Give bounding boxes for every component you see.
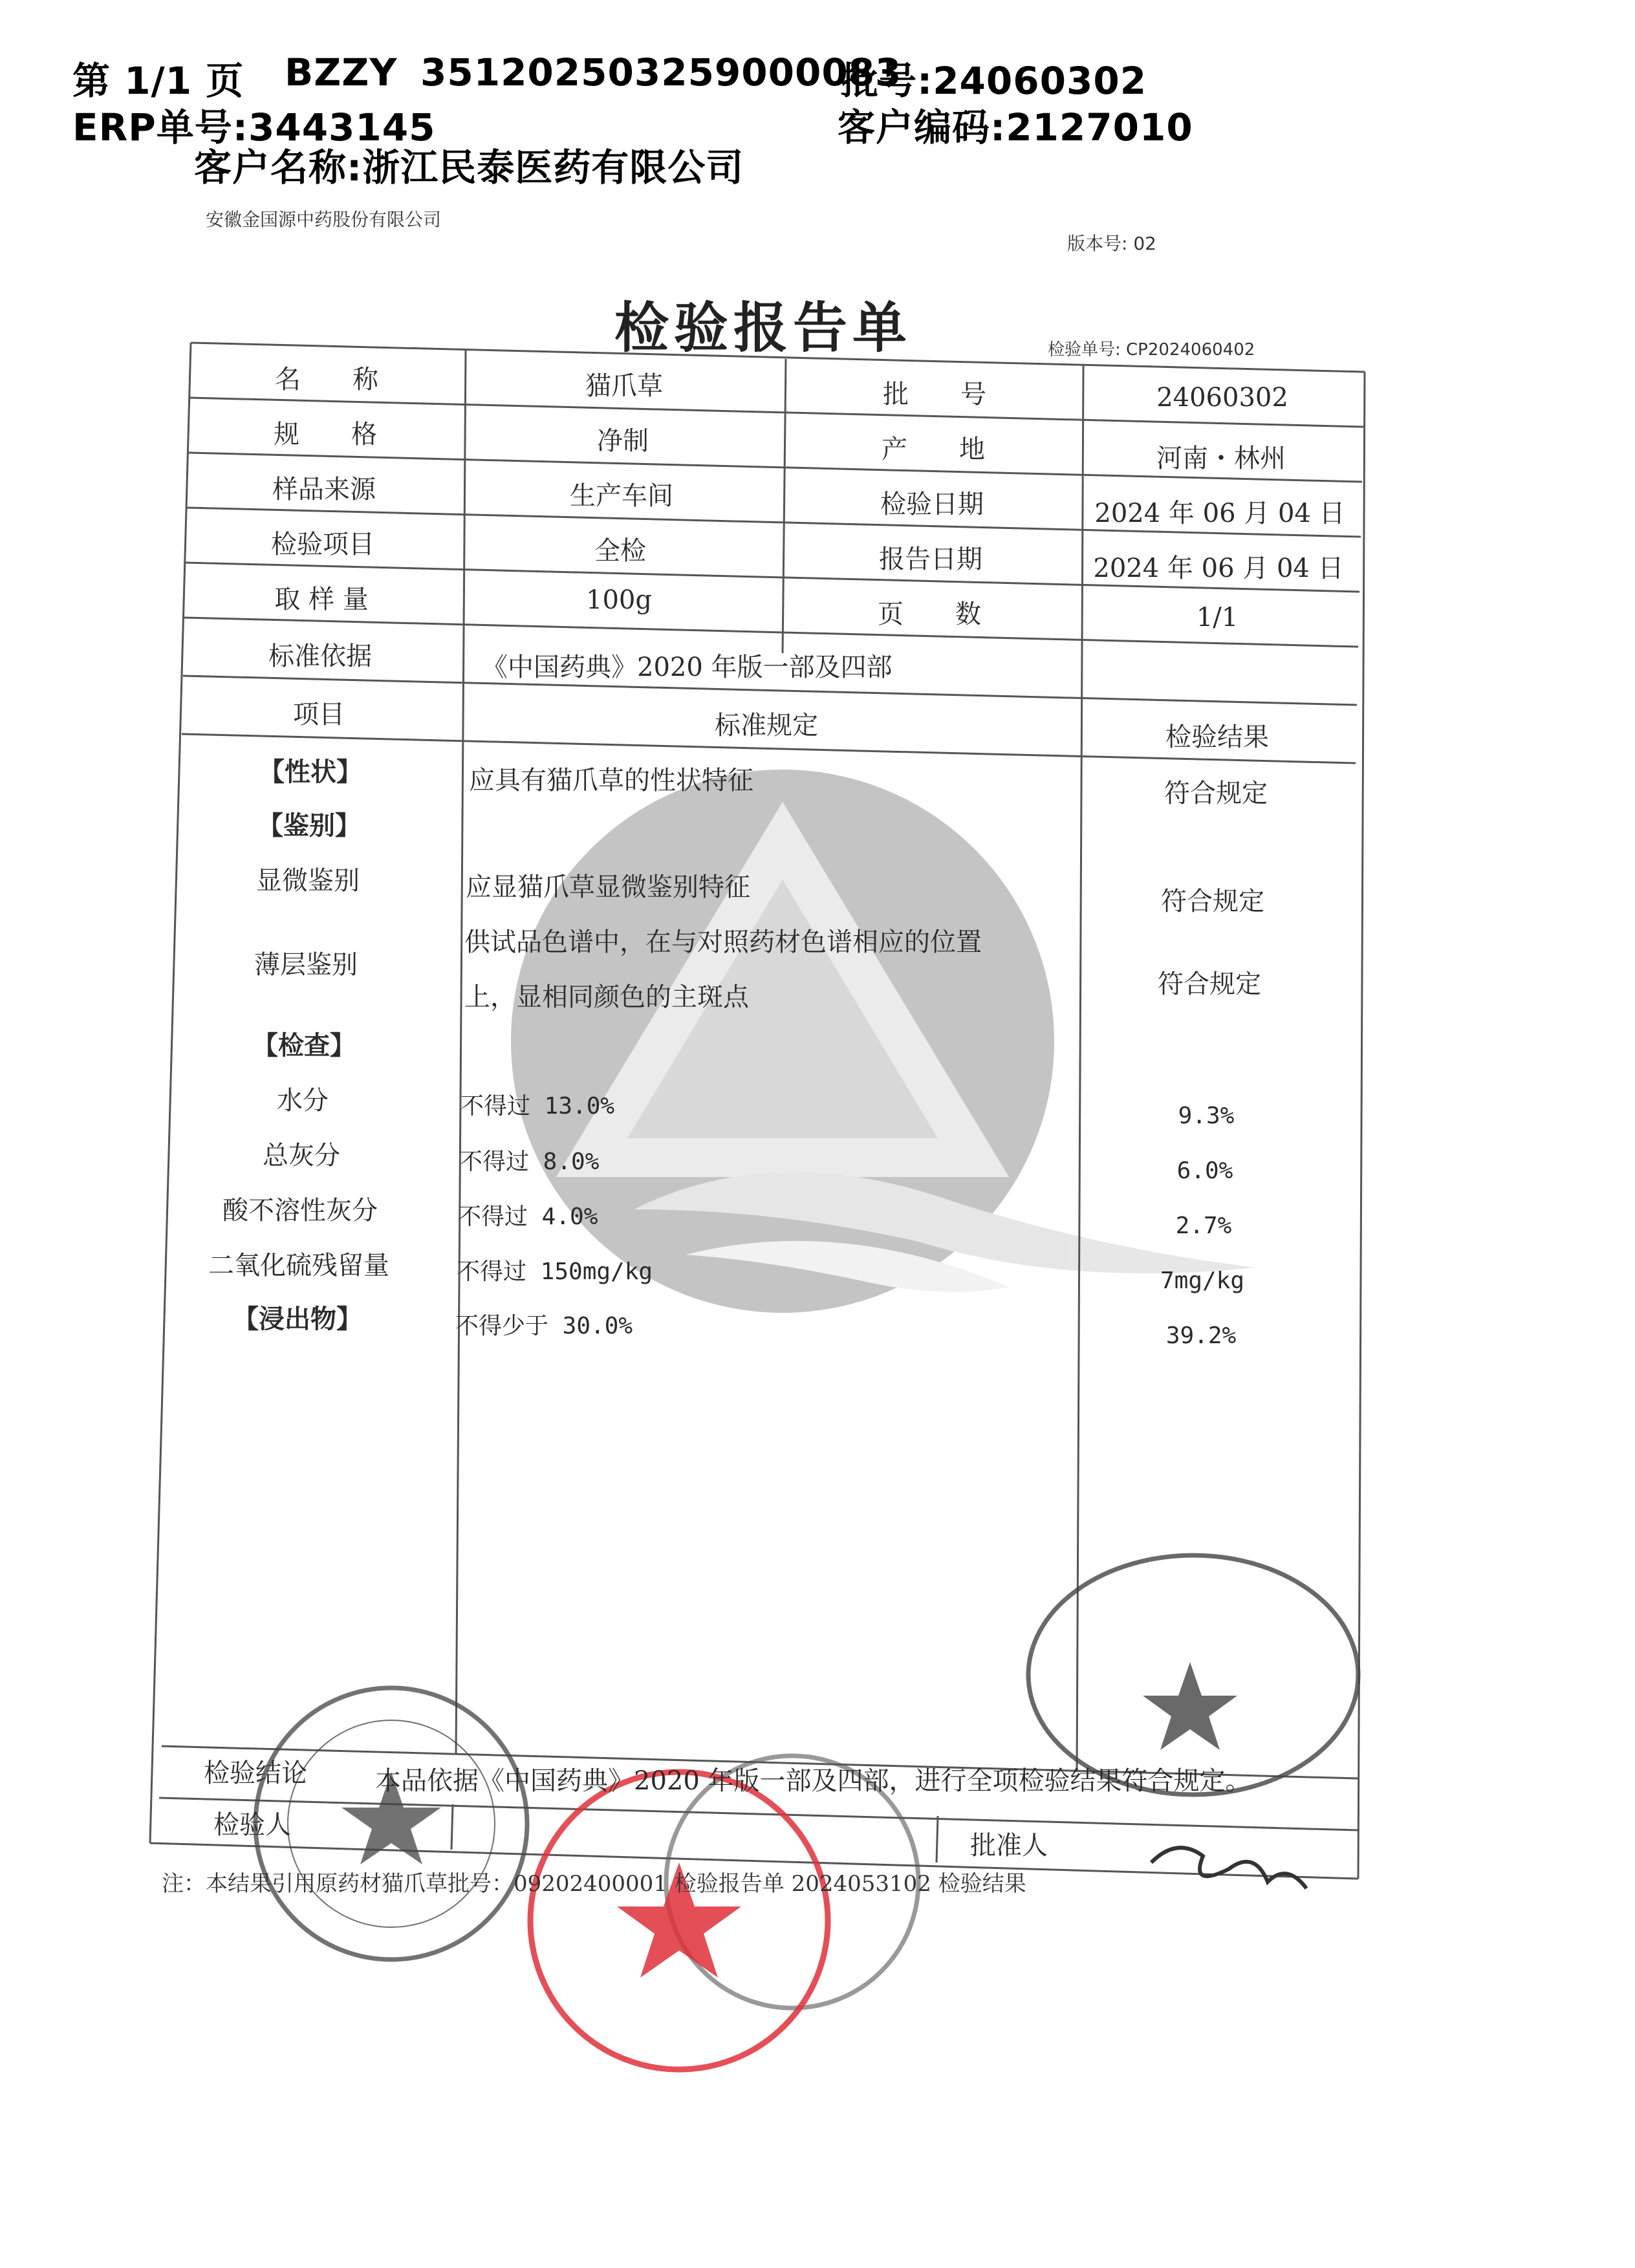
- row-item: 【检查】: [252, 1030, 356, 1061]
- approver-label: 批准人: [970, 1831, 1048, 1861]
- row-standard: 不得过 4.0%: [458, 1204, 598, 1230]
- row-standard: 供试品色谱中，在与对照药材色谱相应的位置: [464, 927, 982, 957]
- label-source: 样品来源: [272, 475, 376, 504]
- label-name: 名 称: [275, 365, 378, 394]
- value-report-date: 2024 年 06 月 04 日: [1093, 554, 1344, 583]
- row-standard: 应显猫爪草显微鉴别特征: [466, 872, 750, 902]
- label-spec: 规 格: [274, 420, 377, 449]
- value-sample-qty: 100g: [586, 585, 652, 615]
- row-item: 【浸出物】: [233, 1304, 362, 1334]
- value-test-item: 全检: [594, 536, 646, 566]
- label-pages: 页 数: [878, 599, 981, 629]
- label-test-date: 检验日期: [880, 490, 984, 519]
- row-result: 符合规定: [1161, 887, 1264, 916]
- inspection-stamp: [255, 1688, 527, 1960]
- row-item: 水分: [277, 1086, 329, 1116]
- row-standard: 不得过 150mg/kg: [457, 1258, 653, 1285]
- footnote: 注：本结果引用原药材猫爪草批号：09202400001 检验报告单 2024053102 检验结果: [162, 1871, 1026, 1897]
- inspector-label: 检验人: [213, 1810, 291, 1840]
- header-customer-name: 客户名称:浙江民泰医药有限公司: [194, 146, 744, 189]
- value-batch: 24060302: [1156, 383, 1288, 413]
- value-pages: 1/1: [1196, 603, 1239, 632]
- row-standard-cont: 上，显相同颜色的主斑点: [464, 982, 749, 1012]
- report-title: 检验报告单: [614, 296, 913, 360]
- row-result: 符合规定: [1158, 969, 1261, 999]
- row-item: 薄层鉴别: [254, 950, 358, 980]
- row-item: 酸不溶性灰分: [222, 1196, 378, 1226]
- label-report-date: 报告日期: [879, 545, 982, 574]
- report-number: 检验单号: CP2024060402: [1048, 340, 1255, 360]
- row-standard: 不得少于 30.0%: [455, 1313, 633, 1339]
- row-result: 符合规定: [1164, 779, 1268, 808]
- header-customer-code: 客户编码:2127010: [838, 105, 1193, 149]
- row-item: 总灰分: [263, 1141, 340, 1171]
- row-item: 显微鉴别: [256, 866, 360, 896]
- col-header-standard: 标准规定: [715, 711, 818, 740]
- red-quality-stamp: [530, 1772, 828, 2069]
- value-source: 生产车间: [570, 481, 673, 511]
- approver-signature: [1151, 1848, 1306, 1888]
- header-page: 第 1/1 页: [72, 59, 244, 103]
- value-origin: 河南・林州: [1156, 444, 1286, 473]
- conclusion-text: 本品依据《中国药典》2020 年版一部及四部，进行全项检验结果符合规定。: [375, 1766, 1251, 1796]
- label-standard: 标准依据: [268, 642, 372, 671]
- row-result: 2.7%: [1175, 1213, 1232, 1239]
- label-test-item: 检验项目: [271, 530, 374, 559]
- col-header-result: 检验结果: [1165, 722, 1269, 752]
- label-sample-qty: 取 样 量: [274, 585, 369, 614]
- row-item: 【鉴别】: [257, 810, 361, 841]
- row-standard: 不得过 8.0%: [459, 1149, 600, 1175]
- row-standard: 应具有猫爪草的性状特征: [469, 766, 753, 795]
- row-result: 9.3%: [1178, 1103, 1235, 1129]
- header-batch: 批号:24060302: [841, 59, 1147, 103]
- header-code: BZZY: [285, 50, 398, 94]
- row-standard: 不得过 13.0%: [460, 1093, 615, 1119]
- col-header-item: 项目: [293, 700, 345, 729]
- value-test-date: 2024 年 06 月 04 日: [1094, 499, 1345, 528]
- row-result: 7mg/kg: [1160, 1268, 1245, 1294]
- header-doc-no: 351202503259000083: [420, 50, 902, 94]
- row-result: 39.2%: [1165, 1323, 1237, 1349]
- value-name: 猫爪草: [585, 371, 663, 401]
- label-origin: 产 地: [882, 435, 985, 464]
- label-batch: 批 号: [883, 380, 986, 409]
- value-standard: 《中国药典》2020 年版一部及四部: [482, 653, 893, 682]
- company-name: 安徽金国源中药股份有限公司: [206, 209, 442, 230]
- value-spec: 净制: [597, 426, 649, 456]
- row-item: 二氧化硫残留量: [208, 1251, 389, 1280]
- row-item: 【性状】: [259, 757, 362, 787]
- version-number: 版本号: 02: [1067, 233, 1156, 254]
- conclusion-label: 检验结论: [204, 1758, 307, 1788]
- header-erp: ERP单号:3443145: [72, 105, 436, 149]
- row-result: 6.0%: [1176, 1158, 1233, 1184]
